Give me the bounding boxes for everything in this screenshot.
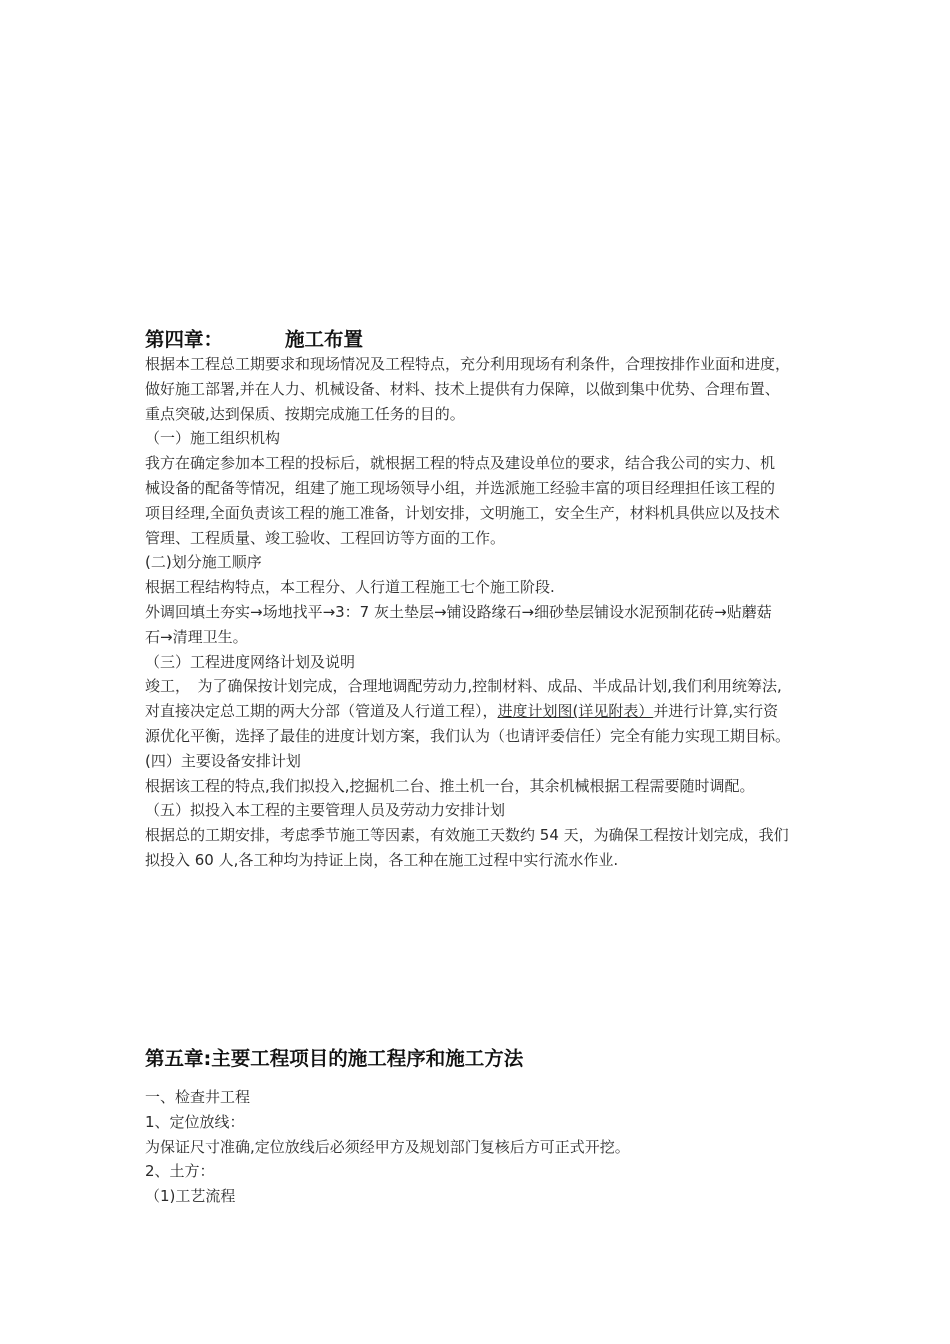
chapter-4-section [145,327,870,353]
chapter-4-name: 施工布置 [285,328,364,351]
paragraph-line: 竣工， 为了确保按计划完成，合理地调配劳动力,控制材料、成品、半成品计划,我们利用统筹法, [145,677,782,696]
paragraph-line: 重点突破,达到保质、按期完成施工任务的目的。 [145,404,465,423]
paragraph-line: 拟投入 60 人,各工种均为持证上岗，各工种在施工过程中实行流水作业. [145,850,619,869]
paragraph-line [145,699,870,724]
paragraph-line: 管理、工程质量、竣工验收、工程回访等方面的工作。 [145,528,506,547]
chapter-4-body [145,352,870,873]
chapter-4-title [145,327,870,353]
schedule-chart-link[interactable]: 进度计划图(详见附表） [497,702,654,721]
chapter-4-number: 第四章： [145,328,224,351]
section-heading: (四）主要设备安排计划 [145,751,301,770]
paragraph-line: 根据本工程总工期要求和现场情况及工程特点，充分利用现场有利条件，合理按排作业面和进度， [145,355,791,373]
section-heading: (二)划分施工顺序 [145,553,262,572]
subsection-heading: 1、定位放线： [145,1112,245,1131]
paragraph-line: 我方在确定参加本工程的投标后，就根据工程的特点及建设单位的要求，结合我公司的实力、机 [145,454,776,473]
paragraph-line: 为保证尺寸准确,定位放线后必须经甲方及规划部门复核后方可正式开挖。 [145,1137,630,1156]
section-heading: （五）拟投入本工程的主要管理人员及劳动力安排计划 [145,801,506,820]
paragraph-line: 根据工程结构特点，本工程分、人行道工程施工七个施工阶段. [145,578,555,597]
paragraph-line: 石→清理卫生。 [145,627,248,646]
subsection-heading: 2、土方： [145,1162,215,1181]
paragraph-line: 项目经理,全面负责该工程的施工准备，计划安排，文明施工，安全生产，材料机具供应以及技术 [145,503,780,522]
paragraph-line: 根据总的工期安排，考虑季节施工等因素，有效施工天数约 54 天，为确保工程按计划完成，我们 [145,826,789,845]
paragraph-line: 做好施工部署,并在人力、机械设备、材料、技术上提供有力保障，以做到集中优势、合理布置、 [145,379,780,398]
section-heading: （三）工程进度网络计划及说明 [145,652,356,671]
chapter-5-body [145,1085,870,1209]
paragraph-line: 外调回填土夯实→场地找平→3：7 灰土垫层→铺设路缘石→细砂垫层铺设水泥预制花砖→贴蘑菇 [145,602,772,621]
section-heading: 一、检查井工程 [145,1088,251,1106]
text-segment: 并进行计算,实行资 [653,702,779,721]
chapter-5-title: 第五章:主要工程项目的施工程序和施工方法 [145,1047,524,1070]
paragraph-line: 械设备的配备等情况，组建了施工现场领导小组，并选派施工经验丰富的项目经理担任该工程的 [145,478,776,497]
section-heading: （一）施工组织机构 [145,429,281,448]
subsection-heading: （1)工艺流程 [145,1187,236,1206]
chapter-5-section [145,1046,870,1072]
paragraph-line: 源优化平衡，选择了最佳的进度计划方案，我们认为（也请评委信任）完全有能力实现工期目标。 [145,726,791,745]
paragraph-line: 根据该工程的特点,我们拟投入,挖掘机二台、推土机一台，其余机械根据工程需要随时调配。 [145,776,755,795]
text-segment: 对直接决定总工期的两大分部（管道及人行道工程）， [145,702,498,721]
